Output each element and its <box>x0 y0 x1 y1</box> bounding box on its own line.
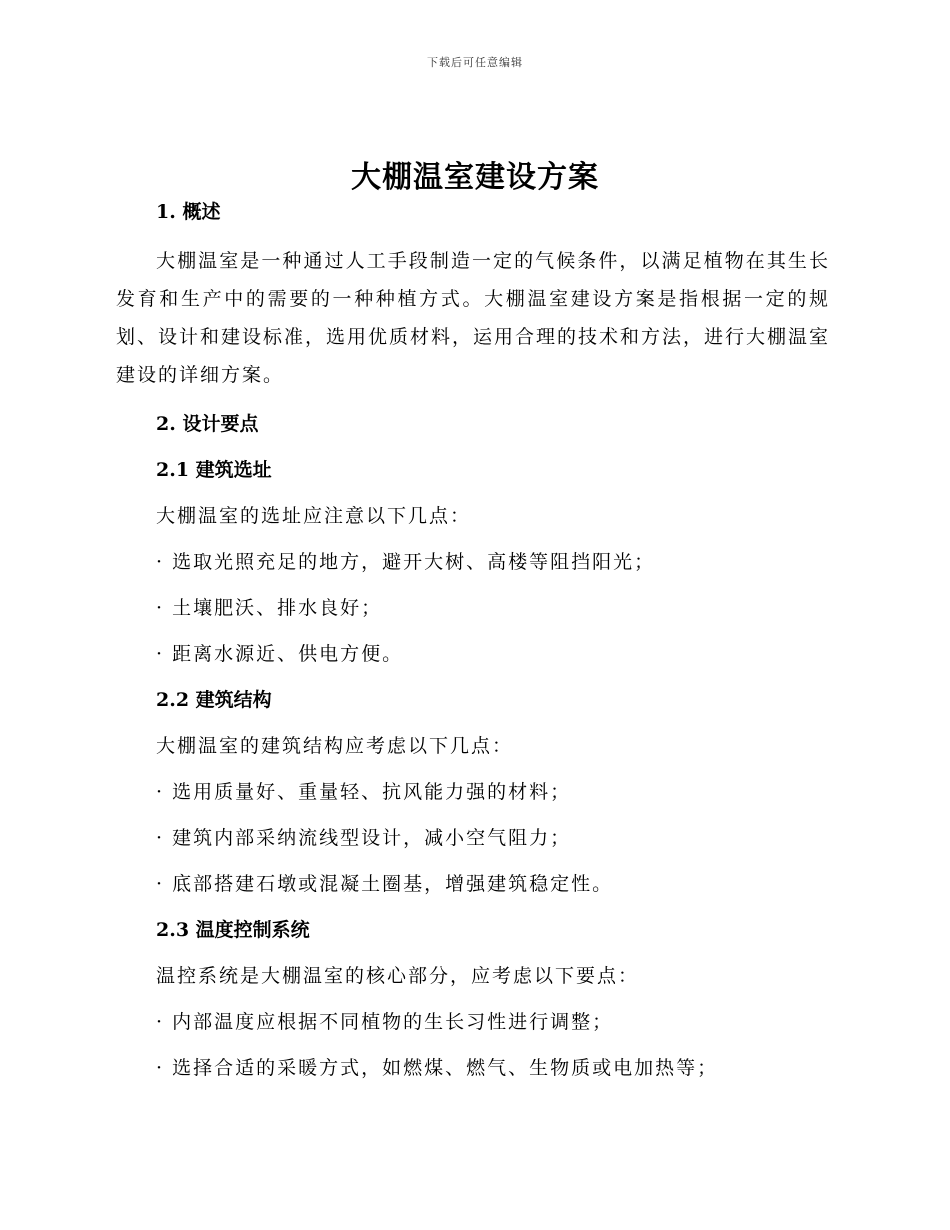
section-heading-design-points: 2. 设计要点 <box>156 413 259 435</box>
structure-intro: 大棚温室的建筑结构应考虑以下几点： <box>156 735 514 757</box>
subsection-heading-temperature-control: 2.3 温度控制系统 <box>156 919 310 941</box>
list-item: · 选取光照充足的地方，避开大树、高楼等阻挡阳光； <box>156 551 656 573</box>
document-body <box>116 196 830 1084</box>
subsection-heading-structure: 2.2 建筑结构 <box>156 689 272 711</box>
list-item: · 建筑内部采纳流线型设计，减小空气阻力； <box>156 827 572 849</box>
list-item: · 选择合适的采暖方式，如燃煤、燃气、生物质或电加热等； <box>156 1057 719 1079</box>
list-item: · 距离水源近、供电方便。 <box>156 643 404 665</box>
overview-paragraph: 大棚温室是一种通过人工手段制造一定的气候条件，以满足植物在其生长发育和生产中的需要的一种种植方式。大棚温室建设方案是指根据一定的规划、设计和建设标准，选用优质材料，运用合理的技术和方法，进行大棚温室建设的详细方案。 <box>116 250 831 386</box>
header-note: 下载后可任意编辑 <box>427 56 523 69</box>
section-heading-overview: 1. 概述 <box>156 201 221 223</box>
document-title: 大棚温室建设方案 <box>351 160 599 195</box>
list-item: · 内部温度应根据不同植物的生长习性进行调整； <box>156 1011 614 1033</box>
subsection-heading-site-selection: 2.1 建筑选址 <box>156 459 272 481</box>
list-item: · 选用质量好、重量轻、抗风能力强的材料； <box>156 781 572 803</box>
list-item: · 底部搭建石墩或混凝土圈基，增强建筑稳定性。 <box>156 873 614 895</box>
temperature-control-intro: 温控系统是大棚温室的核心部分，应考虑以下要点： <box>156 965 640 987</box>
list-item: · 土壤肥沃、排水良好； <box>156 597 383 619</box>
site-selection-intro: 大棚温室的选址应注意以下几点： <box>156 505 472 527</box>
